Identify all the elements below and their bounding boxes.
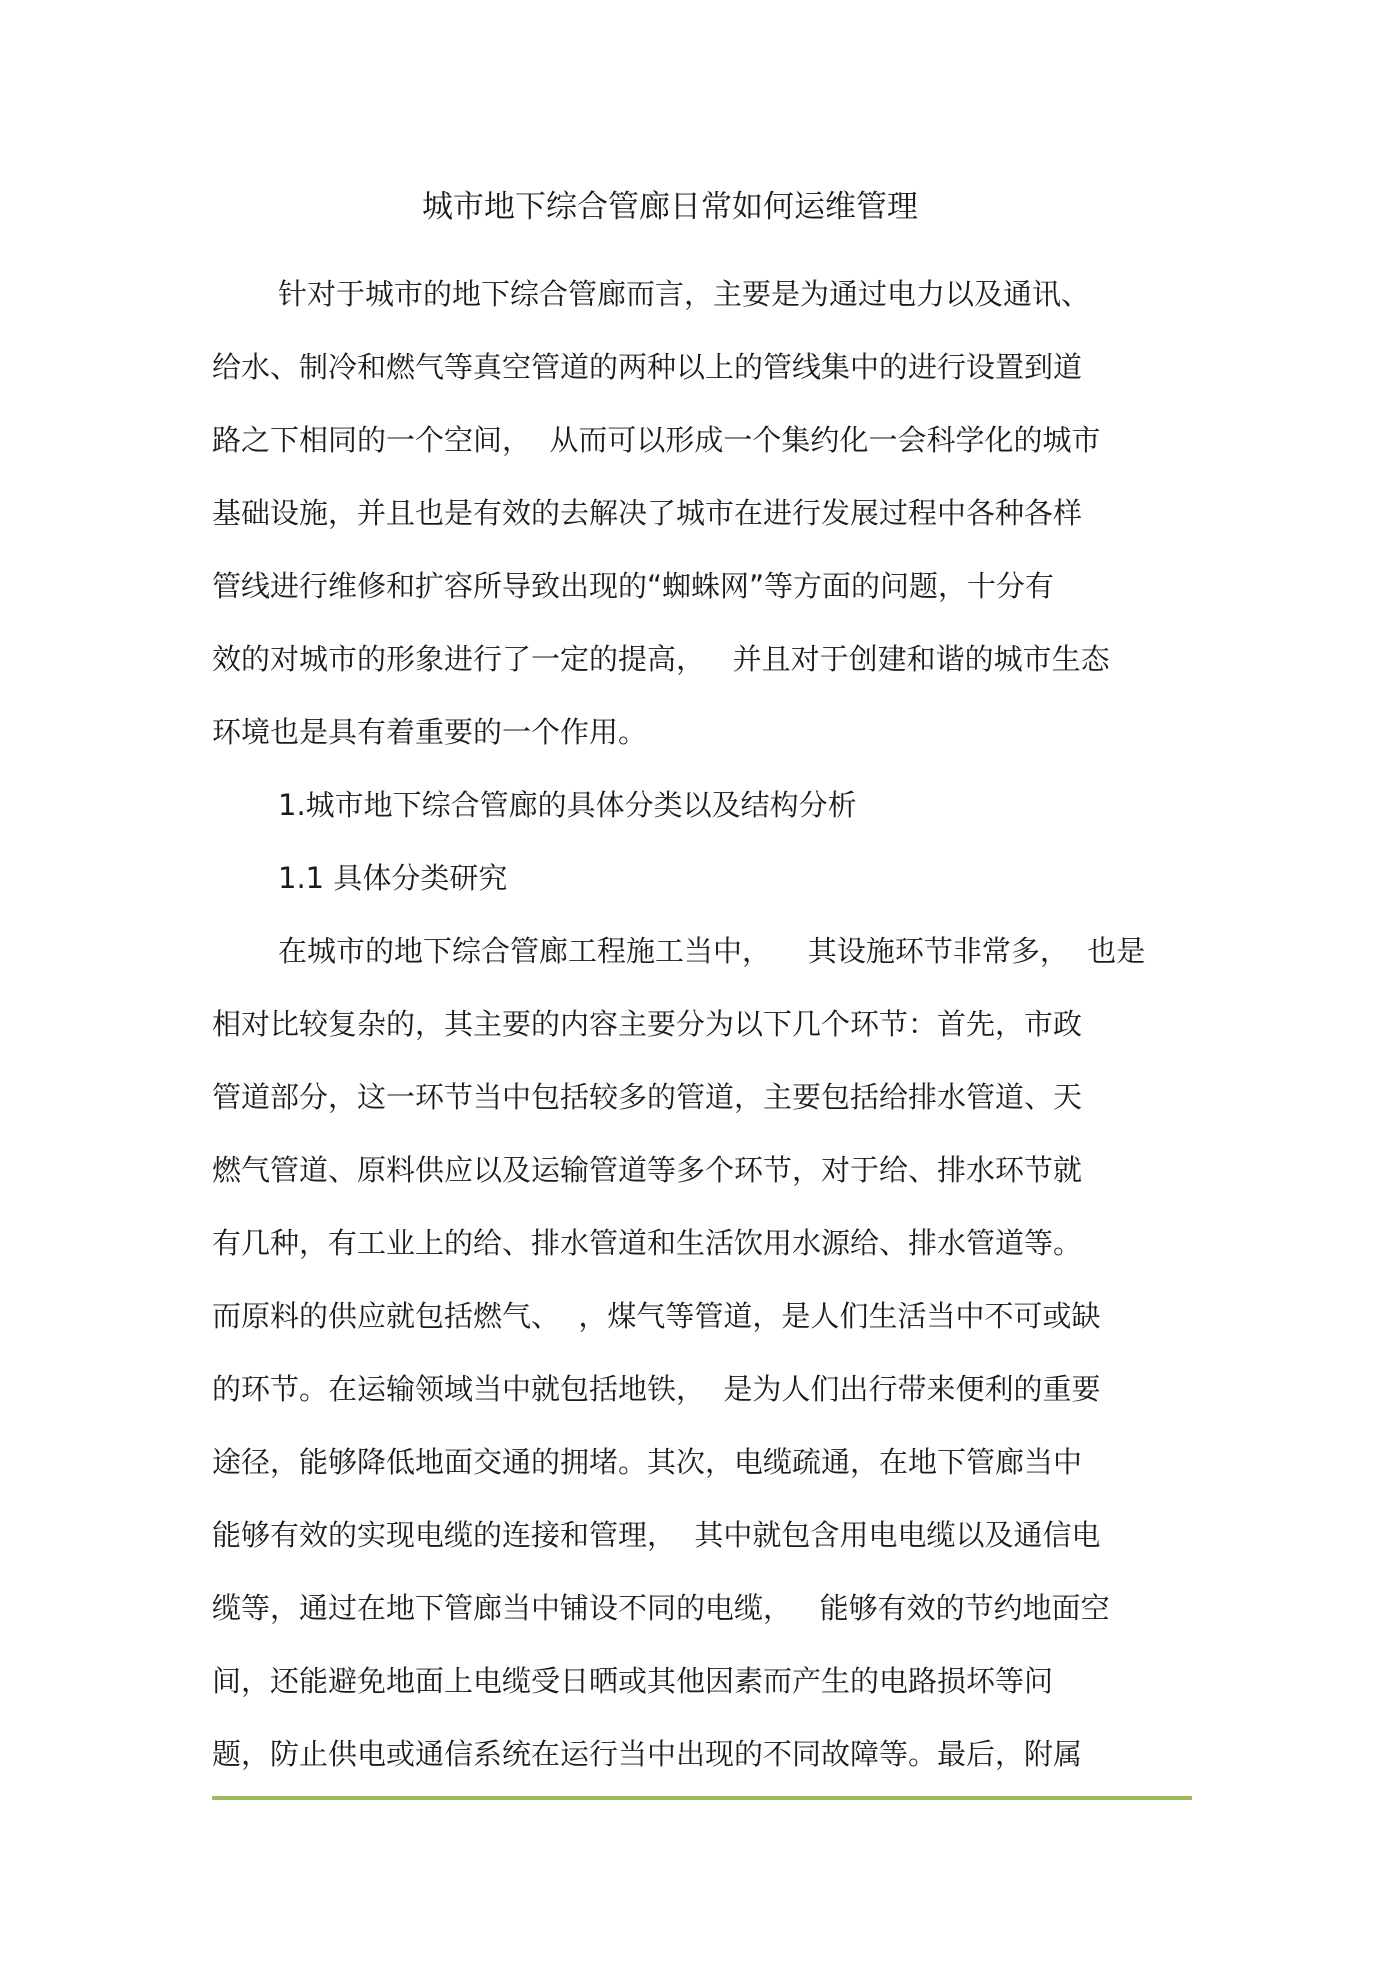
paragraph-line: 路之下相同的一个空间， 从而可以形成一个集约化一会科学化的城市 bbox=[212, 423, 1101, 457]
paragraph-line: 效的对城市的形象进行了一定的提高， 并且对于创建和谐的城市生态 bbox=[212, 642, 1110, 676]
paragraph-line: 途径，能够降低地面交通的拥堵。其次，电缆疏通，在地下管廊当中 bbox=[212, 1445, 1083, 1479]
paragraph-line: 基础设施，并且也是有效的去解决了城市在进行发展过程中各种各样 bbox=[212, 496, 1083, 530]
document-title: 城市地下综合管廊日常如何运维管理 bbox=[422, 189, 918, 225]
paragraph-line: 在城市的地下综合管廊工程施工当中， 其设施环节非常多， 也是 bbox=[278, 934, 1146, 968]
paragraph-line: 能够有效的实现电缆的连接和管理， 其中就包含用电电缆以及通信电 bbox=[212, 1518, 1101, 1552]
paragraph-line: 环境也是具有着重要的一个作用。 bbox=[212, 715, 648, 749]
paragraph-line: 题，防止供电或通信系统在运行当中出现的不同故障等。最后，附属 bbox=[212, 1737, 1083, 1771]
paragraph-line: 给水、制冷和燃气等真空管道的两种以上的管线集中的进行设置到道 bbox=[212, 350, 1083, 384]
paragraph-line: 缆等，通过在地下管廊当中铺设不同的电缆， 能够有效的节约地面空 bbox=[212, 1591, 1110, 1625]
paragraph-line: 管线进行维修和扩容所导致出现的“蜘蛛网”等方面的问题，十分有 bbox=[212, 569, 1055, 603]
paragraph-line: 燃气管道、原料供应以及运输管道等多个环节，对于给、排水环节就 bbox=[212, 1153, 1083, 1187]
paragraph-line: 管道部分，这一环节当中包括较多的管道，主要包括给排水管道、天 bbox=[212, 1080, 1083, 1114]
subsection-heading: 1.1 具体分类研究 bbox=[278, 861, 508, 895]
footer-rule bbox=[212, 1796, 1192, 1800]
paragraph-line: 针对于城市的地下综合管廊而言，主要是为通过电力以及通讯、 bbox=[278, 277, 1091, 311]
document-body bbox=[212, 258, 1212, 1791]
paragraph-line: 相对比较复杂的，其主要的内容主要分为以下几个环节：首先，市政 bbox=[212, 1007, 1083, 1041]
paragraph-line: 间，还能避免地面上电缆受日晒或其他因素而产生的电路损坏等问 bbox=[212, 1664, 1054, 1698]
section-heading: 1.城市地下综合管廊的具体分类以及结构分析 bbox=[278, 788, 857, 822]
paragraph-line: 而原料的供应就包括燃气、 ，煤气等管道，是人们生活当中不可或缺 bbox=[212, 1299, 1101, 1333]
paragraph-line: 有几种，有工业上的给、排水管道和生活饮用水源给、排水管道等。 bbox=[212, 1226, 1083, 1260]
paragraph-line: 的环节。在运输领域当中就包括地铁， 是为人们出行带来便利的重要 bbox=[212, 1372, 1101, 1406]
